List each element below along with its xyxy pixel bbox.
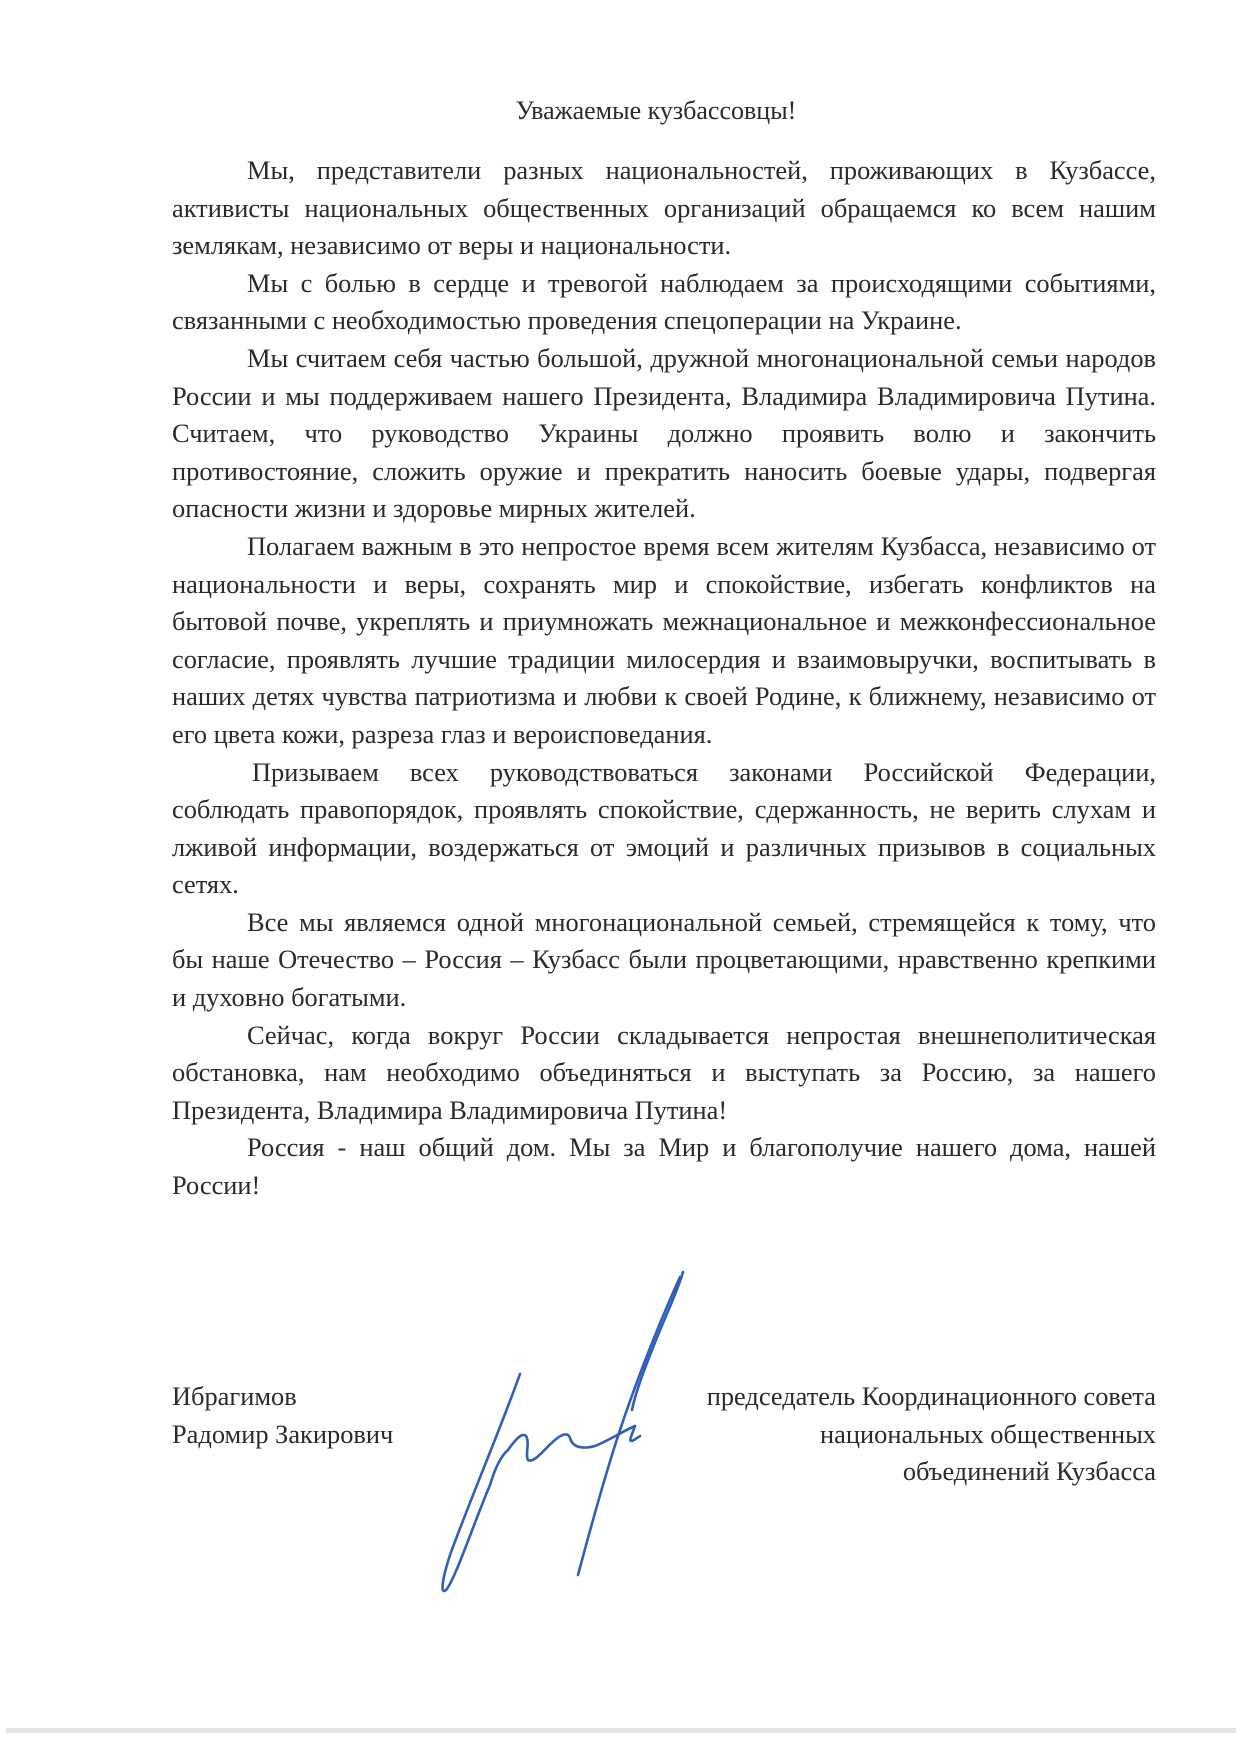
paragraph-7: Сейчас, когда вокруг России складывается непростая внешнеполитическая обстановка, нам необходимо объединяться и выступать за Россию, за нашего Президента, Владимира Владимировича Путина! — [172, 1019, 1156, 1125]
paragraph-6: Все мы являемся одной многонациональной семьей, стремящейся к тому, что бы наше Отечество – Россия – Кузбасс были процветающими, нравственно крепкими и духовно богатыми. — [172, 906, 1156, 1013]
signatory-given-names: Радомир Закирович — [172, 1418, 394, 1449]
scan-edge-line — [6, 1728, 1236, 1733]
paragraph-2: Мы с болью в сердце и тревогой наблюдаем за происходящими событиями, связанными с необходимостью проведения спецоперации на Украине. — [172, 267, 1156, 336]
letter-title: Уважаемые кузбассовцы! — [515, 96, 797, 125]
signatory-role-line-1: председатель Координационного совета — [706, 1381, 1156, 1411]
signatory-surname: Ибрагимов — [172, 1381, 297, 1411]
paragraph-4: Полагаем важным в это непростое время всем жителям Кузбасса, независимо от национальности и веры, сохранять мир и спокойствие, избегать конфликтов на бытовой почве, укреплять и приумножать межнациональное и межконфессиональное согласие, проявлять лучшие традиции милосердия и взаимовыручки, воспитывать в наших детях чувства патриотизма и любви к своей Родине, к ближнему, независимо от его цвета кожи, разреза глаз и вероисповедания. — [172, 530, 1156, 749]
signatory-name — [172, 1378, 393, 1453]
paragraph-1: Мы, представители разных национальностей, проживающих в Кузбассе, активисты национальных общественных организаций обращаемся ко всем нашим землякам, независимо от веры и национальности. — [172, 155, 1156, 261]
paragraph-8: Россия - наш общий дом. Мы за Мир и благополучие нашего дома, нашей России! — [172, 1132, 1156, 1201]
signatory-role-line-2: национальных общественных — [820, 1418, 1156, 1449]
signatory-role-line-3: объединений Кузбасса — [902, 1456, 1156, 1487]
letter-body — [172, 152, 1156, 1205]
handwritten-signature — [430, 1250, 790, 1670]
signature-stroke-diagonal-return — [632, 1272, 683, 1410]
paragraph-3: Мы считаем себя частью большой, дружной многонациональной семьи народов России и мы поддерживаем нашего Президента, Владимира Владимировича Путина. Считаем, что руководство Украины должно проявить волю и закончить противостояние, сложить оружие и прекратить наносить боевые удары, подвергая опасности жизни и здоровье мирных жителей. — [172, 342, 1156, 524]
paragraph-5: Призываем всех руководствоваться законами Российской Федерации, соблюдать правопорядок, проявлять спокойствие, сдержанность, не верить слухам и лживой информации, воздержаться от эмоций и различных призывов в социальных сетях. — [172, 756, 1156, 900]
signature-stroke-left — [443, 1374, 520, 1591]
